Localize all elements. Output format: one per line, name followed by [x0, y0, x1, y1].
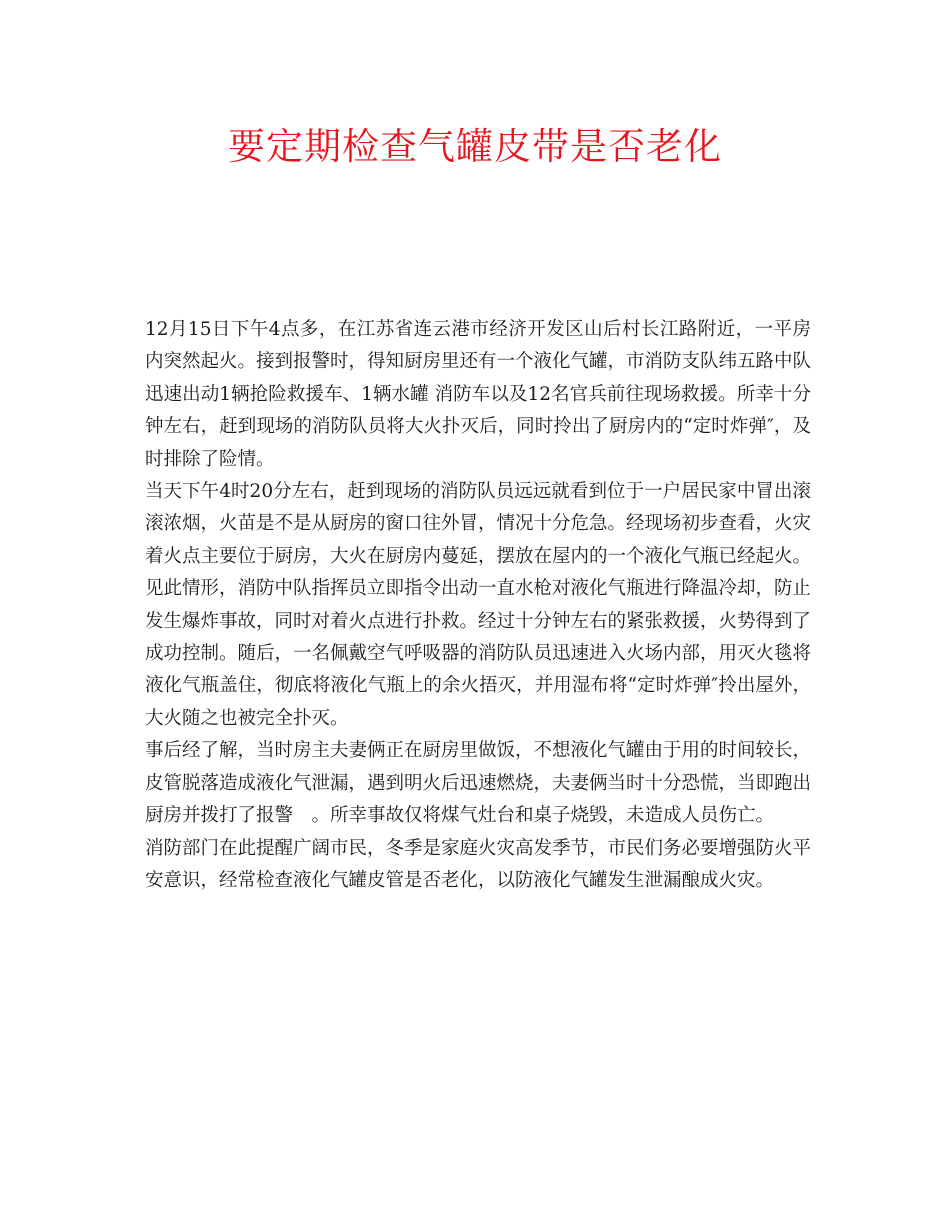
document-body	[145, 314, 811, 897]
paragraph-1: 12月15日下午4点多，在江苏省连云港市经济开发区山后村长江路附近，一平房内突然起火。接到报警时，得知厨房里还有一个液化气罐，市消防支队纬五路中队迅速出动1辆抢险救援车、1辆水罐 消防车以及12名官兵前往现场救援。所幸十分钟左右，赶到现场的消防队员将大火扑灭后，同时拎出了厨房内的“定时炸弹″，及时排除了险情。	[145, 319, 812, 470]
paragraph-2: 当天下午4时20分左右，赶到现场的消防队员远远就看到位于一户居民家中冒出滚滚浓烟，火苗是不是从厨房的窗口往外冒，情况十分危急。经现场初步查看，火灾着火点主要位于厨房，大火在厨房内蔓延，摆放在屋内的一个液化气瓶已经起火。	[145, 481, 812, 567]
paragraph-5: 消防部门在此提醒广阔市民，冬季是家庭火灾高发季节，市民们务必要增强防火平安意识，经常检查液化气罐皮管是否老化，以防液化气罐发生泄漏酿成火灾。	[145, 837, 812, 891]
paragraph-3: 见此情形，消防中队指挥员立即指令出动一直水枪对液化气瓶进行降温冷却，防止发生爆炸事故，同时对着火点进行扑救。经过十分钟左右的紧张救援，火势得到了成功控制。随后，一名佩戴空气呼吸器的消防队员迅速进入火场内部，用灭火毯将液化气瓶盖住，彻底将液化气瓶上的余火捂灭，并用湿布将“定时炸弹″拎出屋外，大火随之也被完全扑灭。	[145, 578, 812, 729]
document-title: 要定期检查气罐皮带是否老化	[228, 125, 722, 168]
paragraph-4: 事后经了解，当时房主夫妻俩正在厨房里做饭，不想液化气罐由于用的时间较长，皮管脱落造成液化气泄漏，遇到明火后迅速燃烧，夫妻俩当时十分恐慌，当即跑出厨房并拨打了报警 。所幸事故仅将煤气灶台和桌子烧毁，未造成人员伤亡。	[145, 740, 812, 827]
